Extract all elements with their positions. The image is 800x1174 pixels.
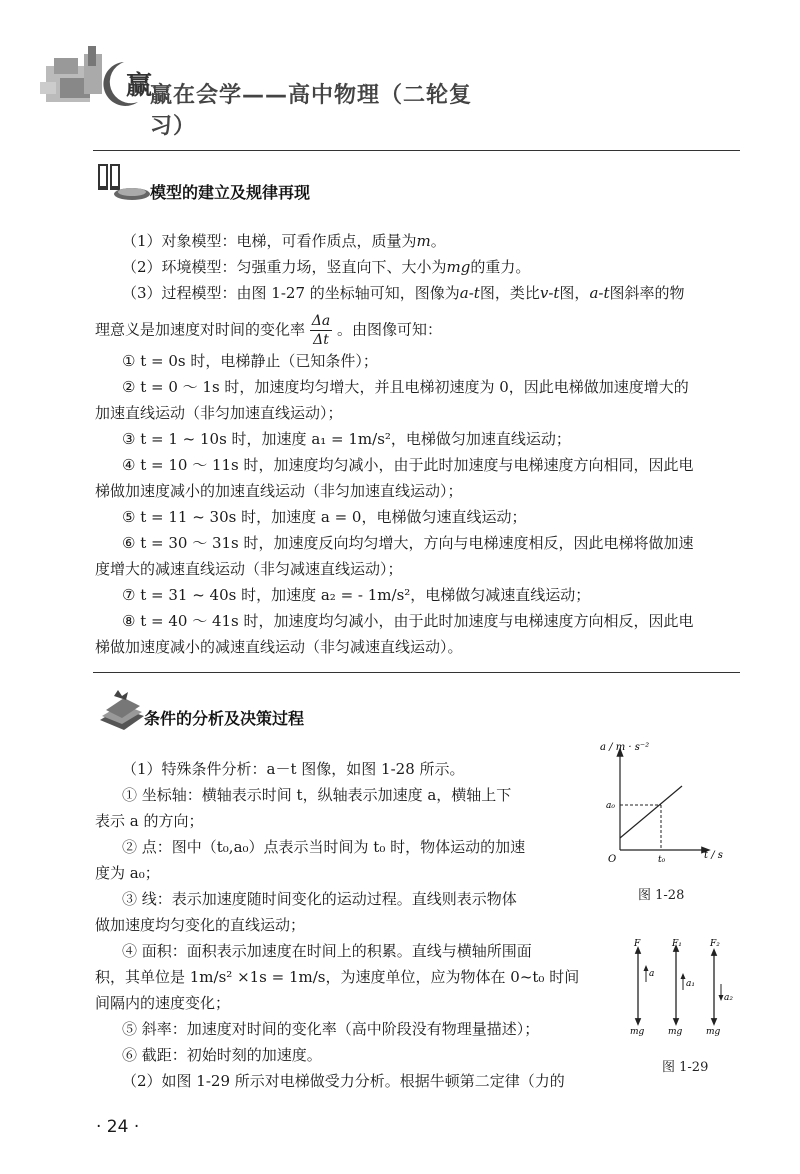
a0-label: a₀ — [606, 801, 615, 811]
list-item: 度增大的减速直线运动（非匀减速直线运动）； — [95, 560, 403, 578]
svg-text:mg: mg — [668, 1027, 683, 1037]
list-item: ② 点：图中（t₀,a₀）点表示当时间为 t₀ 时，物体运动的加速 — [122, 838, 526, 856]
paragraph-process-model: （3）过程模型：由图 1-27 的坐标轴可知，图像为a-t图，类比v-t图，a-t图斜率的物 — [122, 284, 685, 302]
list-item: ③ 线：表示加速度随时间变化的运动过程。直线则表示物体 — [122, 890, 517, 908]
figure-caption: 图 1-29 — [662, 1060, 709, 1075]
figure-1-29-force-diagram — [620, 938, 740, 1038]
list-item: 度为 a₀； — [95, 864, 160, 882]
svg-text:F₁: F₁ — [672, 939, 682, 949]
svg-text:F: F — [634, 939, 641, 949]
section-title-conditions: 条件的分析及决策过程 — [144, 709, 305, 728]
list-item: ⑥ t = 30 ～ 31s 时，加速度反向均匀增大，方向与电梯速度相反，因此电梯将做加速 — [122, 534, 694, 552]
x-axis-label: t / s — [704, 850, 723, 861]
header-decoration-icon — [40, 38, 160, 118]
section-title-model: 模型的建立及规律再现 — [150, 183, 311, 202]
figure-caption: 图 1-28 — [638, 888, 685, 903]
divider — [93, 672, 740, 673]
list-item: ⑦ t = 31 ~ 40s 时，加速度 a₂ = - 1m/s²，电梯做匀减速直线运动； — [122, 586, 591, 604]
list-item: 加速直线运动（非匀加速直线运动）； — [95, 404, 343, 422]
list-item: （1）特殊条件分析：a－t 图像，如图 1-28 所示。 — [122, 760, 465, 778]
divider — [93, 150, 740, 151]
origin-label: O — [608, 854, 617, 865]
fraction-delta-a-over-delta-t: $\frac{\Delta a}{\Delta t}$ — [311, 313, 331, 348]
list-item: ④ t = 10 ～ 11s 时，加速度均匀减小，由于此时加速度与电梯速度方向相同，因此电 — [122, 456, 694, 474]
svg-text:a₂: a₂ — [724, 993, 733, 1003]
list-item: 积，其单位是 1m/s² ×1s = 1m/s，为速度单位，应为物体在 0~t₀ 时间 — [95, 968, 580, 986]
y-axis-label: a / m · s⁻² — [600, 742, 650, 753]
paragraph-process-model-cont: 理意义是加速度对时间的变化率 $\frac{\Delta a}{\Delta t}$ 。由图像可知： — [95, 313, 443, 348]
book-header — [40, 38, 500, 139]
list-item: ⑧ t = 40 ～ 41s 时，加速度均匀减小，由于此时加速度与电梯速度方向相反，因此电 — [122, 612, 694, 630]
list-item: 表示 a 的方向； — [95, 812, 204, 830]
list-item: ④ 面积：面积表示加速度在时间上的积累。直线与横轴所围面 — [122, 942, 532, 960]
list-item: ① t = 0s 时，电梯静止（已知条件）； — [122, 352, 378, 370]
list-item: ⑤ t = 11 ~ 30s 时，加速度 a = 0，电梯做匀速直线运动； — [122, 508, 527, 526]
page-number: · 24 · — [96, 1117, 140, 1137]
svg-text:mg: mg — [706, 1027, 721, 1037]
list-item: 间隔内的速度变化； — [95, 994, 231, 1012]
list-item: ① 坐标轴：横轴表示时间 t，纵轴表示加速度 a，横轴上下 — [122, 786, 512, 804]
list-item: 梯做加速度减小的减速直线运动（非匀减速直线运动）。 — [95, 638, 463, 656]
list-item: （2）如图 1-29 所示对电梯做受力分析。根据牛顿第二定律（力的 — [122, 1072, 565, 1090]
header-title: 赢在会学——高中物理（二轮复习） — [150, 83, 473, 139]
svg-text:F₂: F₂ — [710, 939, 720, 949]
figure-1-28-at-graph — [592, 738, 742, 868]
svg-text:a: a — [649, 969, 655, 979]
trophy-icon — [94, 162, 152, 202]
list-item: ⑤ 斜率：加速度对时间的变化率（高中阶段没有物理量描述）； — [122, 1020, 540, 1038]
list-item: ③ t = 1 ~ 10s 时，加速度 a₁ = 1m/s²，电梯做匀加速直线运动； — [122, 430, 571, 448]
svg-text:赢: 赢 — [126, 71, 153, 101]
svg-text:mg: mg — [630, 1027, 645, 1037]
list-item: 梯做加速度减小的加速直线运动（非匀加速直线运动）； — [95, 482, 463, 500]
list-item: 做加速度均匀变化的直线运动； — [95, 916, 306, 934]
svg-text:a₁: a₁ — [686, 979, 695, 989]
paragraph-environment-model: （2）环境模型：匀强重力场，竖直向下、大小为mg的重力。 — [122, 258, 531, 276]
list-item: ② t = 0 ～ 1s 时，加速度均匀增大，并且电梯初速度为 0，因此电梯做加速度增大的 — [122, 378, 689, 396]
paragraph-object-model: （1）对象模型：电梯，可看作质点，质量为m。 — [122, 232, 446, 250]
t0-label: t₀ — [658, 855, 666, 865]
books-icon — [96, 690, 148, 734]
list-item: ⑥ 截距：初始时刻的加速度。 — [122, 1046, 322, 1064]
